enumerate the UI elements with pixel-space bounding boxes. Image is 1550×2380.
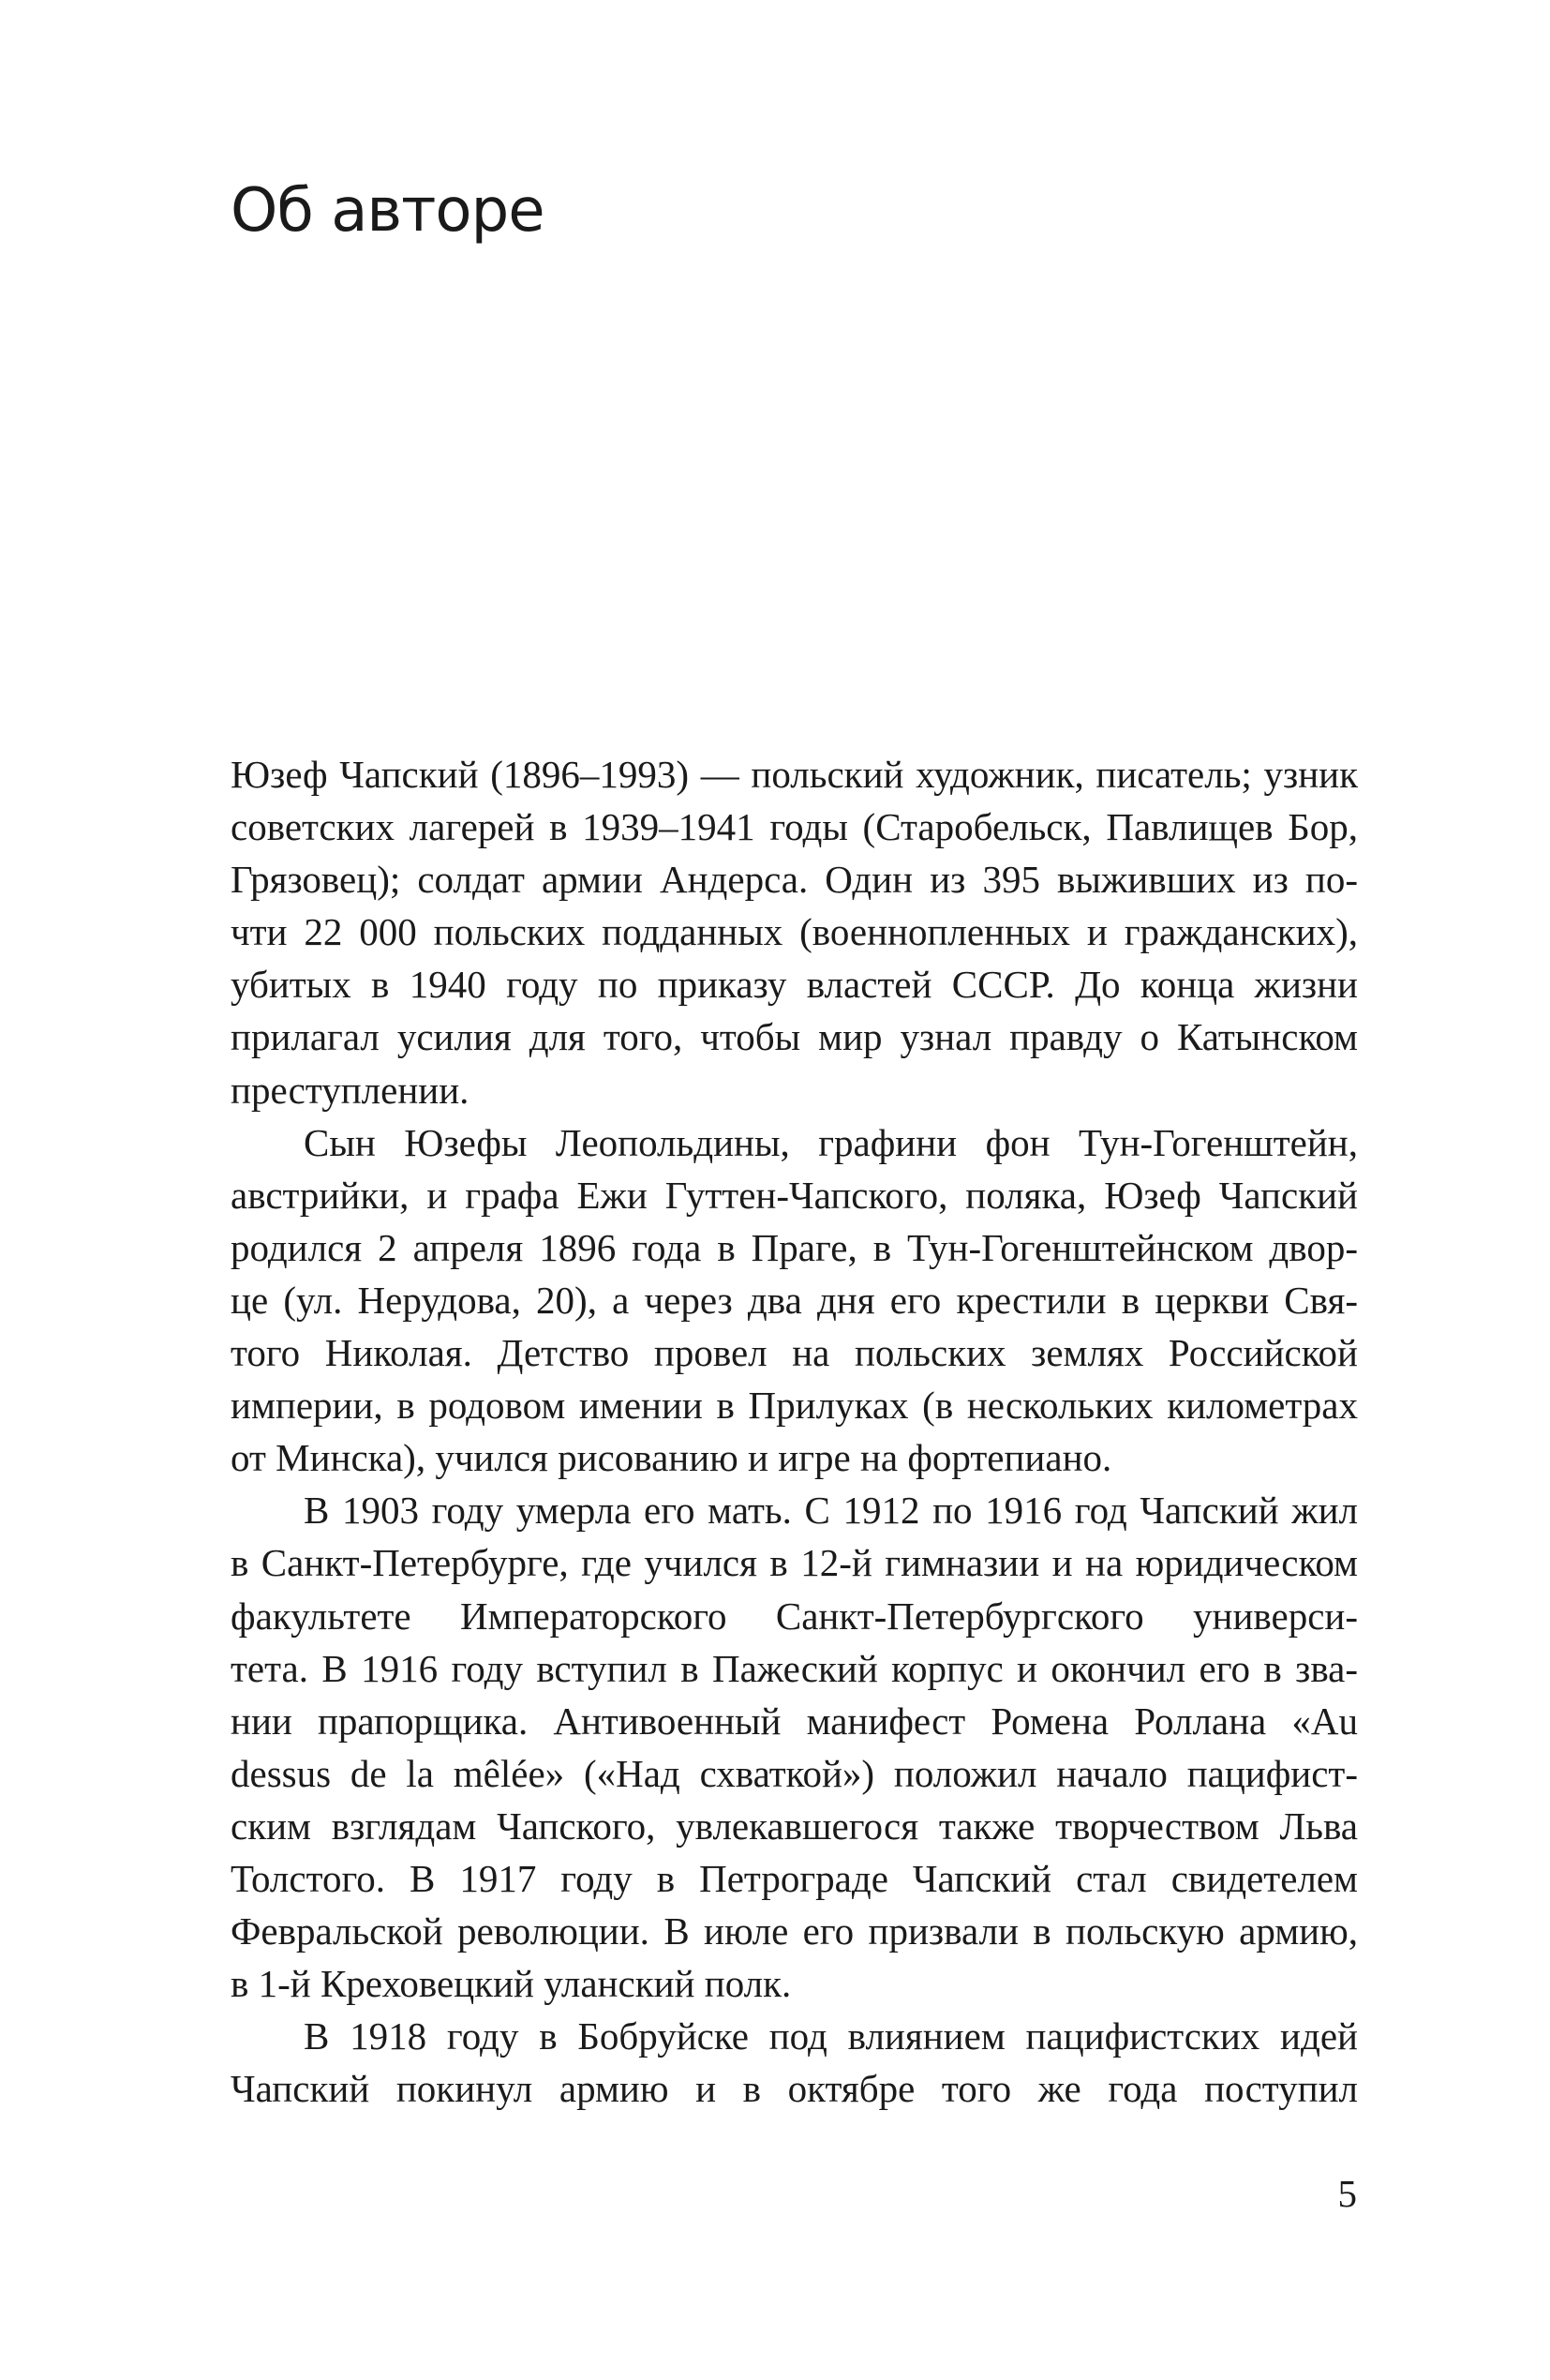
text-line: Февральской революции. В июле его призвали в польскую армию,	[231, 1909, 1358, 1953]
text-line: Чапский покинул армию и в октябре того же года поступил	[231, 2067, 1358, 2111]
text-line: В 1903 году умерла его мать. С 1912 по 1916 год Чапский жил	[304, 1489, 1358, 1533]
text-line: империи, в родовом имении в Прилуках (в нескольких километрах	[231, 1384, 1358, 1428]
text-line: Грязовец); солдат армии Андерса. Один из 395 выживших из по-	[231, 858, 1358, 902]
text-line: того Николая. Детство провел на польских землях Российской	[231, 1331, 1358, 1375]
text-line: советских лагерей в 1939–1941 годы (Старобельск, Павлищев Бор,	[231, 805, 1358, 849]
paragraph-4	[231, 2010, 1358, 2115]
text-line: dessus de la mêlée» («Над схваткой») положил начало пацифист-	[231, 1751, 1358, 1795]
text-line: Юзеф Чапский (1896–1993) — польский художник, писатель; узник	[231, 753, 1358, 796]
text-line: ским взглядам Чапского, увлекавшегося также творчеством Льва	[231, 1804, 1358, 1848]
text-line: родился 2 апреля 1896 года в Праге, в Тун-Гогенштейнском двор-	[231, 1225, 1358, 1269]
page-number: 5	[1337, 2172, 1357, 2215]
text-line: убитых в 1940 году по приказу властей СССР. До конца жизни	[231, 963, 1358, 1007]
text-line: в 1-й Креховецкий уланский полк.	[231, 1962, 792, 2006]
text-line: тета. В 1916 году вступил в Пажеский корпус и окончил его в зва-	[231, 1646, 1358, 1690]
text-line: Сын Юзефы Леопольдины, графини фон Тун-Гогенштейн,	[304, 1120, 1358, 1164]
text-line: преступлении.	[231, 1068, 469, 1112]
text-line: нии прапорщика. Антивоенный манифест Ромена Роллана «Au	[231, 1699, 1358, 1743]
page-title: Об авторе	[231, 176, 544, 246]
text-line: чти 22 000 польских подданных (военнопленных и гражданских),	[231, 910, 1358, 954]
paragraph-2	[231, 1116, 1358, 1485]
text-line: в Санкт-Петербурге, где учился в 12-й гимназии и на юридическом	[231, 1541, 1358, 1585]
text-line: це (ул. Нерудова, 20), а через два дня его крестили в церкви Свя-	[231, 1278, 1358, 1322]
text-line: В 1918 году в Бобруйске под влиянием пацифистских идей	[304, 2014, 1358, 2058]
text-line: австрийки, и графа Ежи Гуттен-Чапского, поляка, Юзеф Чапский	[231, 1173, 1358, 1217]
text-line: факультете Императорского Санкт-Петербургского универси-	[231, 1594, 1358, 1638]
text-line: Толстого. В 1917 году в Петрограде Чапский стал свидетелем	[231, 1856, 1358, 1900]
text-line: от Минска), учился рисованию и игре на фортепиано.	[231, 1436, 1112, 1480]
body-text	[231, 748, 1358, 2115]
paragraph-1	[231, 748, 1358, 1116]
text-line: прилагал усилия для того, чтобы мир узнал правду о Катынском	[231, 1015, 1358, 1059]
paragraph-3	[231, 1484, 1358, 2010]
